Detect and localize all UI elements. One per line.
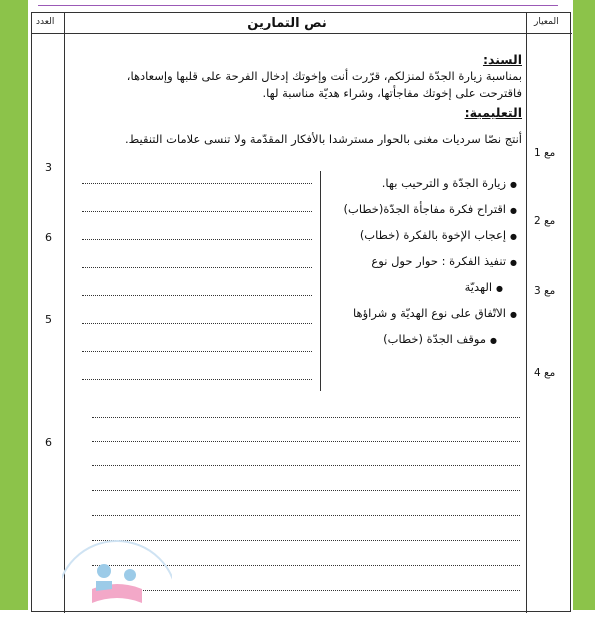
writing-line[interactable]	[82, 323, 312, 324]
criterion-label: مع 4	[534, 367, 556, 379]
criterion-label: مع 2	[534, 215, 556, 227]
writing-line[interactable]	[92, 515, 520, 516]
criterion-label: مع 3	[534, 285, 556, 297]
writing-line[interactable]	[82, 267, 312, 268]
writing-line[interactable]	[82, 239, 312, 240]
writing-line[interactable]	[82, 379, 312, 380]
instruction-text: أنتج نصّا سرديات مغنى بالحوار مسترشدا بالأفكار المقدّمة ولا تنسى علامات التنقيط.	[124, 132, 522, 146]
idea-item-continued: ● الهديّة	[327, 275, 517, 301]
instruction-heading: التعليمية:	[464, 105, 522, 120]
criteria-column-divider	[526, 13, 527, 613]
page-border-left	[0, 0, 28, 610]
writing-line[interactable]	[82, 295, 312, 296]
context-line-2: فاقترحت على إخوتك مفاجأتها، وشراء هديّة مناسبة لها.	[262, 86, 522, 100]
idea-item: ● زيارة الجدّة و الترحيب بها.	[327, 171, 517, 197]
exercise-sheet	[31, 12, 571, 612]
page-title: نص التمارين	[247, 16, 327, 31]
context-heading: السند:	[482, 52, 522, 67]
top-accent-line	[38, 5, 558, 6]
idea-item: ● موقف الجدّة (خطاب)	[327, 327, 517, 353]
header-row-divider	[32, 33, 572, 34]
writing-line[interactable]	[92, 465, 520, 466]
writing-line[interactable]	[92, 490, 520, 491]
score-column-header: العدد	[36, 17, 55, 27]
idea-item: ● تنفيذ الفكرة : حوار حول نوع	[327, 249, 517, 275]
writing-line[interactable]	[82, 183, 312, 184]
writing-line[interactable]	[92, 441, 520, 442]
idea-item: ● إعجاب الإخوة بالفكرة (خطاب)	[327, 223, 517, 249]
score-value: 6	[45, 231, 52, 244]
idea-item: ● اقتراح فكرة مفاجأة الجدّة(خطاب)	[327, 197, 517, 223]
score-column-divider	[64, 13, 65, 613]
writing-line[interactable]	[82, 351, 312, 352]
score-value: 3	[45, 161, 52, 174]
score-value: 6	[45, 436, 52, 449]
criterion-label: مع 1	[534, 147, 556, 159]
criteria-column-header: المعيار	[534, 17, 559, 27]
ideas-divider	[320, 171, 321, 391]
page-border-right	[573, 0, 595, 610]
writing-line[interactable]	[92, 417, 520, 418]
idea-item: ● الاتّفاق على نوع الهديّة و شراؤها	[327, 301, 517, 327]
score-value: 5	[45, 313, 52, 326]
ideas-list	[327, 171, 517, 353]
watermark-logo-icon	[62, 531, 172, 621]
context-line-1: بمناسبة زيارة الجدّة لمنزلكم، قرّرت أنت وإخوتك إدخال الفرحة على قلبها وإسعادها،	[126, 69, 522, 83]
writing-line[interactable]	[82, 211, 312, 212]
